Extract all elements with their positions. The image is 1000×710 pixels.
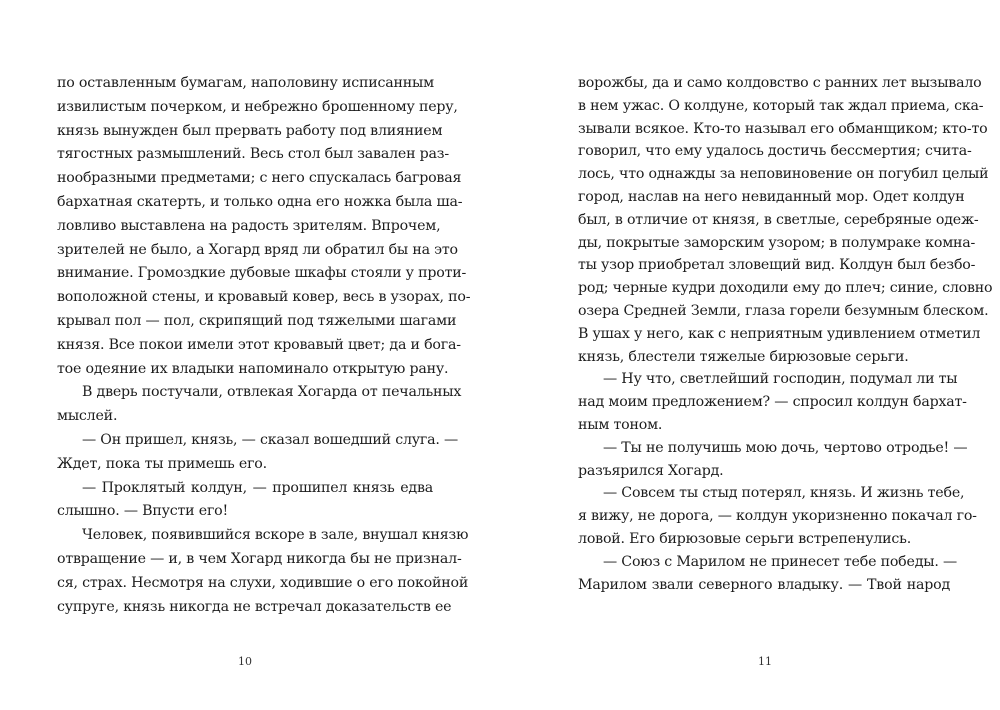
text-line: отвращение — и, в чем Хогард никогда бы не признал- <box>57 550 462 567</box>
text-line: озера Средней Земли, глаза горели безумным блеском. <box>578 302 989 319</box>
text-line: Ждет, пока ты примешь его. <box>57 455 267 472</box>
text-column <box>57 72 471 619</box>
text-line: ловливо выставлена на радость зрителям. Впрочем, <box>57 217 441 234</box>
text-line: Марилом звали северного владыку. — Твой народ <box>578 576 950 593</box>
text-line: — Союз с Марилом не принесет тебе победы. — <box>603 553 957 570</box>
text-line: разъярился Хогард. <box>578 462 724 479</box>
text-line: был, в отличие от князя, в светлые, серебряные одеж- <box>578 211 979 228</box>
text-line: в нем ужас. О колдуне, который так ждал приема, ска- <box>578 97 984 114</box>
text-line: слышно. — Впусти его! <box>57 503 229 520</box>
text-column <box>578 72 993 596</box>
text-line: ся, страх. Несмотря на слухи, ходившие о его покойной <box>57 574 469 591</box>
text-line: ды, покрытые заморским узором; в полумраке комна- <box>578 234 976 251</box>
text-line: воположной стены, и кровавый ковер, весь в узорах, по- <box>57 289 471 306</box>
text-line: город, наслав на него невиданный мор. Одет колдун <box>578 188 965 205</box>
text-line: говорил, что ему удалось достичь бессмертия; счита- <box>578 143 972 160</box>
text-line: В дверь постучали, отвлекая Хогарда от печальных <box>82 384 462 401</box>
text-line: — Ну что, светлейший господин, подумал ли ты <box>603 371 958 388</box>
text-line: зывали всякое. Кто-то называл его обманщиком; кто-то <box>578 120 988 137</box>
text-line: — Ты не получишь мою дочь, чертово отродье! — <box>603 439 968 456</box>
right-page <box>500 0 1000 710</box>
text-line: — Проклятый колдун, — прошипел князь едва <box>82 479 433 496</box>
text-line: князь, блестели тяжелые бирюзовые серьги. <box>578 348 909 365</box>
text-line: В ушах у него, как с неприятным удивлением отметил <box>578 325 981 342</box>
text-line: князь вынужден был прервать работу под влиянием <box>57 122 443 139</box>
text-line: тягостных размышлений. Весь стол был завален раз- <box>57 146 449 163</box>
text-line: я вижу, не дорога, — колдун укоризненно покачал го- <box>578 508 977 525</box>
page-number: 11 <box>758 655 772 668</box>
text-line: над моим предложением? — спросил колдун бархат- <box>578 394 967 411</box>
text-line: внимание. Громоздкие дубовые шкафы стояли у проти- <box>57 265 467 282</box>
text-line: тое одеяние их владыки напоминало открытую рану. <box>57 360 449 377</box>
text-line: ным тоном. <box>578 416 663 433</box>
text-line: крывал пол — пол, скрипящий под тяжелыми шагами <box>57 312 457 329</box>
text-line: род; черные кудри доходили ему до плеч; синие, словно <box>578 280 993 297</box>
text-line: извилистым почерком, и небрежно брошенному перу, <box>57 98 458 115</box>
text-line: ловой. Его бирюзовые серьги встрепенулись. <box>578 530 912 547</box>
text-line: ты узор приобретал зловещий вид. Колдун был безбо- <box>578 257 976 274</box>
text-line: Человек, появившийся вскоре в зале, внушал князю <box>82 527 469 544</box>
text-line: — Совсем ты стыд потерял, князь. И жизнь тебе, <box>603 485 965 502</box>
text-line: лось, что однажды за неповиновение он погубил целый <box>578 166 989 183</box>
text-line: князя. Все покои имели этот кровавый цвет; да и бога- <box>57 336 461 353</box>
text-line: по оставленным бумагам, наполовину исписанным <box>57 75 434 91</box>
text-line: бархатная скатерть, и только одна его ножка была ша- <box>57 193 463 210</box>
text-line: супруге, князь никогда не встречал доказательств ее <box>57 598 452 615</box>
text-line: нообразными предметами; с него спускалась багровая <box>57 170 462 187</box>
page-number: 10 <box>238 655 252 668</box>
text-line: — Он пришел, князь, — сказал вошедший слуга. — <box>82 431 459 448</box>
text-line: зрителей не было, а Хогард вряд ли обратил бы на это <box>57 241 458 258</box>
text-line: ворожбы, да и само колдовство с ранних лет вызывало <box>578 75 982 91</box>
text-line: мыслей. <box>57 408 118 425</box>
